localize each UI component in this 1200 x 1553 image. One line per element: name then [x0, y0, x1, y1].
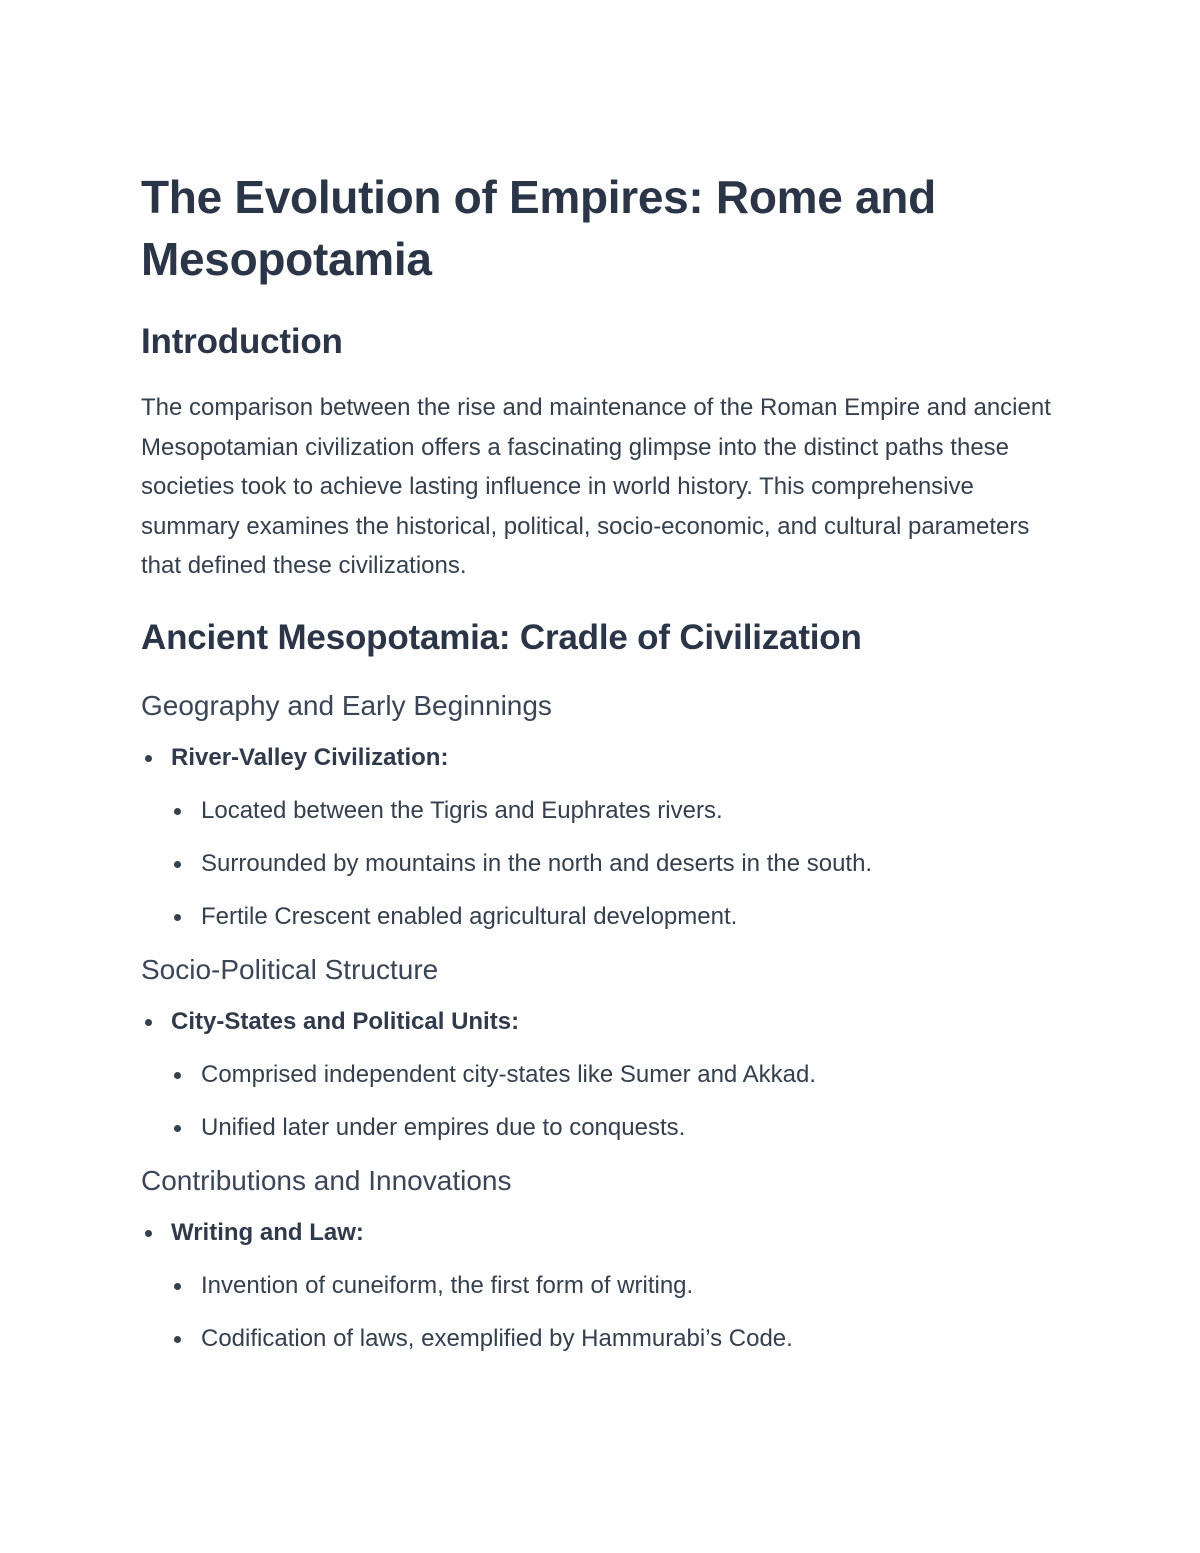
- bullet-icon: [174, 1336, 181, 1343]
- list-item: [141, 1216, 1071, 1356]
- sub-list-item: [141, 1322, 1071, 1356]
- sub-list-item-text: Unified later under empires due to conquests.: [201, 1113, 686, 1141]
- list-item: [141, 1005, 1071, 1145]
- subsection-heading-socio-political: Socio-Political Structure: [141, 953, 439, 985]
- sub-list: [171, 794, 1071, 934]
- sub-list-item-text: Comprised independent city-states like Sumer and Akkad.: [201, 1060, 816, 1088]
- bullet-icon: [174, 1072, 181, 1079]
- sub-list-item: [141, 1058, 1071, 1092]
- bullet-icon: [174, 808, 181, 815]
- sub-list-item-text: Codification of laws, exemplified by Hammurabi’s Code.: [201, 1324, 793, 1352]
- bullet-icon: [174, 1283, 181, 1290]
- geography-list: [141, 741, 1071, 934]
- list-item-label: City-States and Political Units:: [171, 1007, 520, 1035]
- introduction-paragraph: The comparison between the rise and maintenance of the Roman Empire and ancient Mesopotamian civilization offers a fascinating glimpse into the distinct paths these societies took to achieve lasting influence in world history. This comprehensive summary examines the historical, political, socio-economic, and cultural parameters that defined these civilizations.: [141, 394, 1051, 579]
- subsection-heading-geography: Geography and Early Beginnings: [141, 689, 552, 721]
- sub-list-item: [141, 847, 1071, 881]
- list-item-label: Writing and Law:: [171, 1218, 364, 1246]
- list-item-label: River-Valley Civilization:: [171, 743, 449, 771]
- sub-list-item-text: Fertile Crescent enabled agricultural development.: [201, 902, 738, 930]
- bullet-icon: [174, 914, 181, 921]
- introduction-heading: Introduction: [141, 322, 343, 361]
- sub-list: [171, 1269, 1071, 1356]
- sub-list-item: [141, 794, 1071, 828]
- socio-political-list: [141, 1005, 1071, 1145]
- sub-list-item: [141, 1111, 1071, 1145]
- sub-list-item: [141, 1269, 1071, 1303]
- list-item: [141, 741, 1071, 934]
- document-title: The Evolution of Empires: Rome and Mesopotamia: [141, 171, 936, 285]
- bullet-icon: [174, 1125, 181, 1132]
- bullet-icon: [145, 1230, 152, 1237]
- contributions-list: [141, 1216, 1071, 1356]
- sub-list-item-text: Surrounded by mountains in the north and deserts in the south.: [201, 849, 873, 877]
- sub-list-item-text: Located between the Tigris and Euphrates rivers.: [201, 796, 723, 824]
- bullet-icon: [174, 861, 181, 868]
- sub-list-item: [141, 900, 1071, 934]
- sub-list-item-text: Invention of cuneiform, the first form of writing.: [201, 1271, 694, 1299]
- mesopotamia-heading: Ancient Mesopotamia: Cradle of Civilization: [141, 617, 862, 657]
- subsection-heading-contributions: Contributions and Innovations: [141, 1164, 512, 1196]
- sub-list: [171, 1058, 1071, 1145]
- document-page: [141, 166, 1071, 1356]
- bullet-icon: [145, 755, 152, 762]
- bullet-icon: [145, 1019, 152, 1026]
